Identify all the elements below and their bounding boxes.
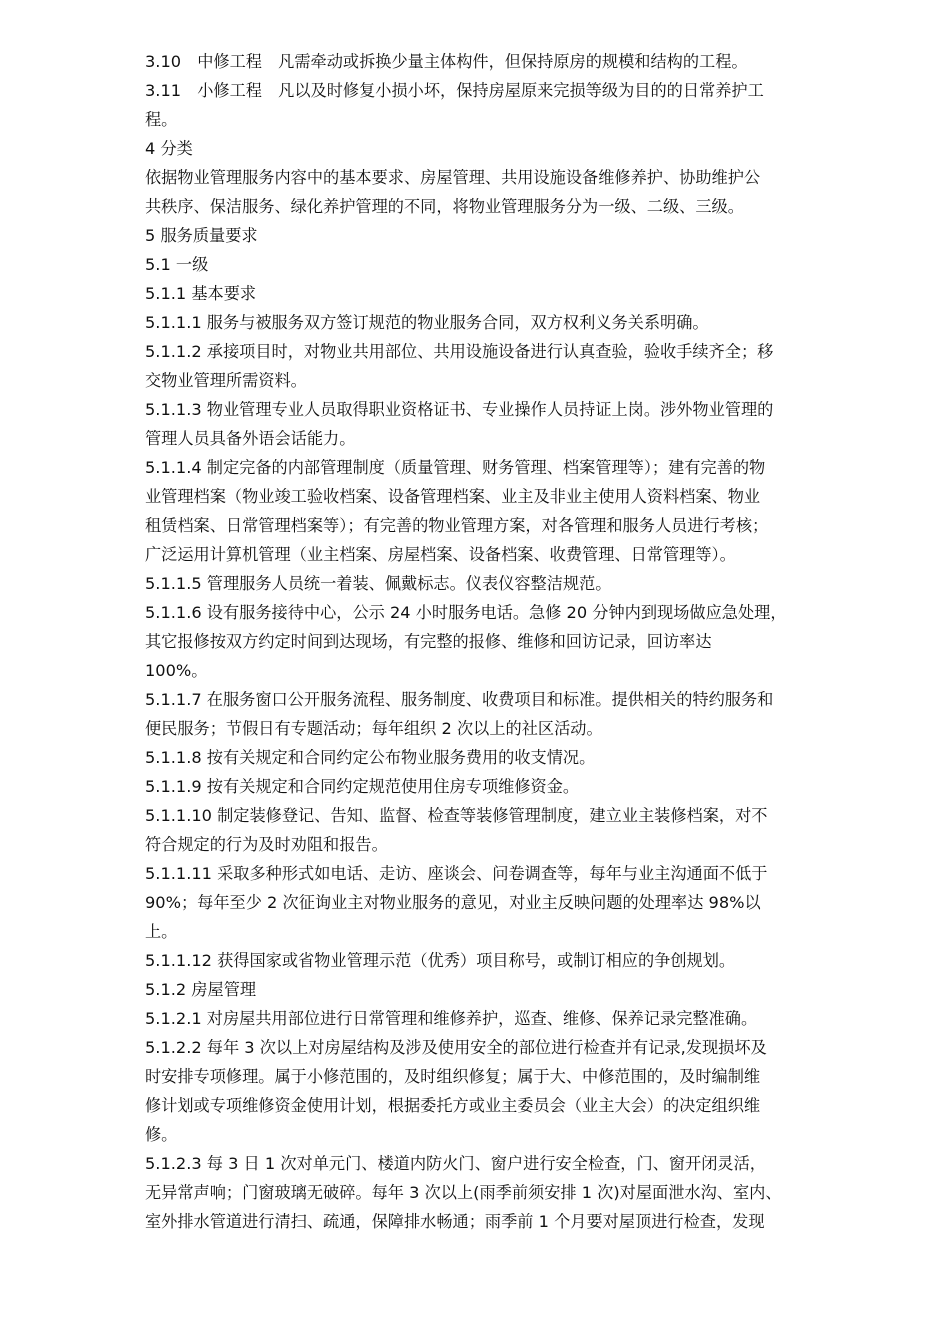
text-line: 室外排水管道进行清扫、疏通，保障排水畅通；雨季前 1 个月要对屋顶进行检查，发现 — [145, 1212, 765, 1231]
text-line: 5.1.2.1 对房屋共用部位进行日常管理和维修养护，巡查、维修、保养记录完整准确。 — [145, 1009, 758, 1028]
section-heading: 5 服务质量要求 — [145, 226, 258, 245]
text-line: 5.1.2.2 每年 3 次以上对房屋结构及涉及使用安全的部位进行检查并有记录,发现损坏及 — [145, 1038, 767, 1057]
text-line: 5.1.2.3 每 3 日 1 次对单元门、楼道内防火门、窗户进行安全检查，门、窗开闭灵活， — [145, 1154, 766, 1173]
text-line: 共秩序、保洁服务、绿化养护管理的不同，将物业管理服务分为一级、二级、三级。 — [145, 197, 744, 216]
text-line: 5.1.1.10 制定装修登记、告知、监督、检查等装修管理制度，建立业主装修档案，对不 — [145, 806, 768, 825]
text-line: 修计划或专项维修资金使用计划，根据委托方或业主委员会（业主大会）的决定组织维 — [145, 1096, 761, 1115]
text-line: 时安排专项修理。属于小修范围的，及时组织修复；属于大、中修范围的，及时编制维 — [145, 1067, 761, 1086]
text-line: 修。 — [145, 1125, 178, 1144]
text-line: 交物业管理所需资料。 — [145, 371, 307, 390]
text-line: 5.1.1.6 设有服务接待中心，公示 24 小时服务电话。急修 20 分钟内到现场做应急处理， — [145, 603, 787, 622]
text-line: 其它报修按双方约定时间到达现场，有完整的报修、维修和回访记录，回访率达 — [145, 632, 712, 651]
text-line: 5.1.1.11 采取多种形式如电话、走访、座谈会、问卷调查等，每年与业主沟通面不低于 — [145, 864, 768, 883]
text-line: 3.10 中修工程 凡需牵动或拆换少量主体构件，但保持原房的规模和结构的工程。 — [145, 52, 748, 71]
text-line: 5.1.1.3 物业管理专业人员取得职业资格证书、专业操作人员持证上岗。涉外物业管理的 — [145, 400, 774, 419]
section-heading: 4 分类 — [145, 139, 193, 158]
section-heading: 5.1.2 房屋管理 — [145, 980, 257, 999]
text-line: 上。 — [145, 922, 178, 941]
text-line: 3.11 小修工程 凡以及时修复小损小坏，保持房屋原来完损等级为目的的日常养护工 — [145, 81, 764, 100]
document-body — [145, 47, 890, 1236]
text-line: 便民服务；节假日有专题活动；每年组织 2 次以上的社区活动。 — [145, 719, 603, 738]
text-line: 业管理档案（物业竣工验收档案、设备管理档案、业主及非业主使用人资料档案、物业 — [145, 487, 761, 506]
text-line: 5.1.1.7 在服务窗口公开服务流程、服务制度、收费项目和标准。提供相关的特约服务和 — [145, 690, 774, 709]
section-heading: 5.1.1 基本要求 — [145, 284, 257, 303]
section-heading: 5.1 一级 — [145, 255, 209, 274]
text-line: 符合规定的行为及时劝阻和报告。 — [145, 835, 388, 854]
text-line: 5.1.1.8 按有关规定和合同约定公布物业服务费用的收支情况。 — [145, 748, 596, 767]
text-line: 无异常声响；门窗玻璃无破碎。每年 3 次以上(雨季前须安排 1 次)对屋面泄水沟、室内、 — [145, 1183, 782, 1202]
text-line: 5.1.1.4 制定完备的内部管理制度（质量管理、财务管理、档案管理等）；建有完善的物 — [145, 458, 766, 477]
text-line: 5.1.1.5 管理服务人员统一着装、佩戴标志。仪表仪容整洁规范。 — [145, 574, 612, 593]
text-line: 依据物业管理服务内容中的基本要求、房屋管理、共用设施设备维修养护、协助维护公 — [145, 168, 761, 187]
text-line: 程。 — [145, 110, 178, 129]
text-line: 广泛运用计算机管理（业主档案、房屋档案、设备档案、收费管理、日常管理等）。 — [145, 545, 736, 564]
text-line: 5.1.1.12 获得国家或省物业管理示范（优秀）项目称号，或制订相应的争创规划。 — [145, 951, 736, 970]
text-line: 90%；每年至少 2 次征询业主对物业服务的意见，对业主反映问题的处理率达 98%以 — [145, 893, 761, 912]
text-line: 管理人员具备外语会话能力。 — [145, 429, 356, 448]
text-line: 5.1.1.9 按有关规定和合同约定规范使用住房专项维修资金。 — [145, 777, 580, 796]
text-line: 5.1.1.2 承接项目时，对物业共用部位、共用设施设备进行认真查验，验收手续齐全；移 — [145, 342, 774, 361]
text-line: 5.1.1.1 服务与被服务双方签订规范的物业服务合同，双方权利义务关系明确。 — [145, 313, 709, 332]
text-line: 100%。 — [145, 661, 208, 680]
text-line: 租赁档案、日常管理档案等）；有完善的物业管理方案，对各管理和服务人员进行考核； — [145, 516, 769, 535]
